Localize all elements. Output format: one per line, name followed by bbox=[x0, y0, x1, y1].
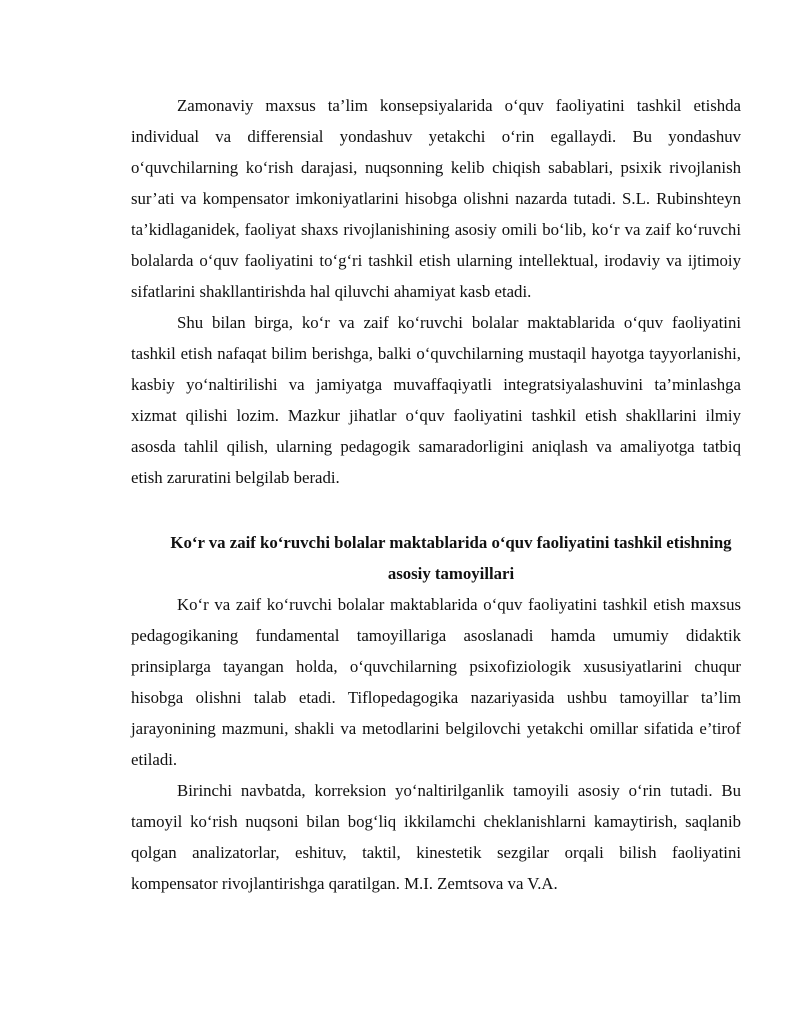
paragraph-body-2: Birinchi navbatda, korreksion yo‘naltirilganlik tamoyili asosiy o‘rin tutadi. Bu tamoyil ko‘rish nuqsoni bilan bog‘liq ikkilamchi cheklanishlarni kamaytirish, saqlanib qolgan analizatorlar, eshituv, taktil, kinestetik sezgilar orqali bilish faoliyatini kompensator rivojlantirishga qaratilgan. M.I. Zemtsova va V.A. bbox=[131, 781, 741, 893]
paragraph-intro-1: Zamonaviy maxsus ta’lim konsepsiyalarida o‘quv faoliyatini tashkil etishda individual va differensial yondashuv yetakchi o‘rin egallaydi. Bu yondashuv o‘quvchilarning ko‘rish darajasi, nuqsonning kelib chiqish sabablari, psixik rivojlanish sur’ati va kompensator imkoniyatlarini hisobga olishni nazarda tutadi. S.L. Rubinshteyn ta’kidlaganidek, faoliyat shaxs rivojlanishining asosiy omili bo‘lib, ko‘r va zaif ko‘ruvchi bolalarda o‘quv faoliyatini to‘g‘ri tashkil etish ularning intellektual, irodaviy va ijtimoiy sifatlarini shakllantirishda hal qiluvchi ahamiyat kasb etadi. bbox=[131, 96, 741, 301]
paragraph-body-1: Ko‘r va zaif ko‘ruvchi bolalar maktablarida o‘quv faoliyatini tashkil etish maxsus pedagogikaning fundamental tamoyillariga asoslanadi hamda umumiy didaktik prinsiplarga tayangan holda, o‘quvchilarning psixofiziologik xususiyatlarini chuqur hisobga olishni talab etadi. Tiflopedagogika nazariyasida ushbu tamoyillar ta’lim jarayonining mazmuni, shakli va metodlarini belgilovchi yetakchi omillar sifatida e’tirof etiladi. bbox=[131, 595, 741, 769]
section-heading: Ko‘r va zaif ko‘ruvchi bolalar maktablarida o‘quv faoliyatini tashkil etishning asosiy tamoyillari bbox=[170, 533, 732, 583]
document-page bbox=[131, 90, 741, 899]
paragraph-intro-2: Shu bilan birga, ko‘r va zaif ko‘ruvchi bolalar maktablarida o‘quv faoliyatini tashkil etish nafaqat bilim berishga, balki o‘quvchilarning mustaqil hayotga tayyorlanishi, kasbiy yo‘naltirilishi va jamiyatga muvaffaqiyatli integratsiyalashuvini ta’minlashga xizmat qilishi lozim. Mazkur jihatlar o‘quv faoliyatini tashkil etish shakllarini ilmiy asosda tahlil qilish, ularning pedagogik samaradorligini aniqlash va amaliyotga tatbiq etish zaruratini belgilab beradi. bbox=[131, 313, 741, 487]
